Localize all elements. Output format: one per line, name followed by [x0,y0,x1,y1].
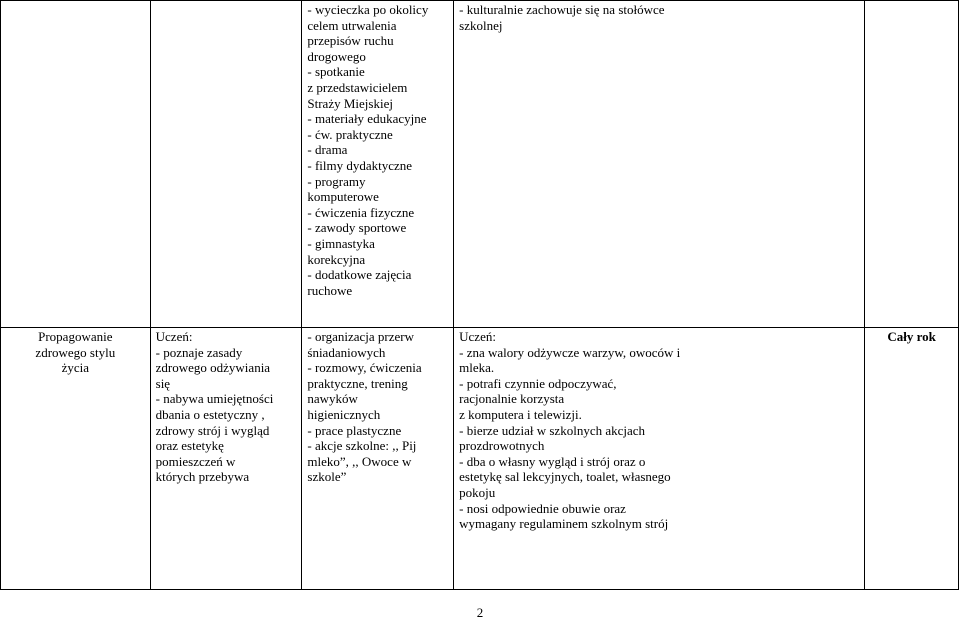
list-item: - ćw. praktyczne [307,126,393,142]
list-item: - programy [307,173,366,189]
list-item: zdrowy strój i wygląd [155,422,270,438]
list-item: - spotkanie [307,64,365,80]
list-item: - bierze udział w szkolnych akcjach [459,422,646,438]
list-item: - wycieczka po okolicy [307,2,429,17]
list-item: - zawody sportowe [307,220,407,236]
list-item: - kulturalnie zachowuje się na stołówce [459,2,665,17]
row2-goals-cell [150,328,302,590]
row2-topic-cell [1,328,151,590]
list-item: szkolnej [459,17,503,33]
list-item: - potrafi czynnie odpoczywać, [459,375,617,391]
list-item: z przedstawicielem [307,79,408,95]
list-item: - organizacja przerw [307,329,414,344]
topic-line: Propagowanie [38,329,113,344]
list-item: praktyczne, trening [307,375,408,391]
table-row [1,1,959,328]
list-item: - dba o własny wygląd i strój oraz o [459,453,646,469]
row1-goals-cell [150,1,302,328]
list-item: nawyków [307,391,358,407]
list-item: - drama [307,142,348,158]
list-item: pomieszczeń w [155,453,236,469]
list-item: - filmy dydaktyczne [307,157,413,173]
row1-topic-cell [1,1,151,328]
list-item: wymagany regulaminem szkolnym strój [459,516,669,532]
list-item: mleka. [459,360,495,376]
row1-term-cell [865,1,959,328]
list-item: których przebywa [155,469,250,485]
list-item: - materiały edukacyjne [307,111,427,127]
list-item: się [155,375,171,391]
list-item: mleko”, ,, Owoce w [307,453,412,469]
list-item: Uczeń: [155,329,193,344]
list-item: oraz estetykę [155,438,224,454]
list-item: śniadaniowych [307,344,386,360]
list-item: - nosi odpowiednie obuwie oraz [459,500,626,516]
page-number: 2 [476,605,484,620]
list-item: zdrowego odżywiania [155,360,271,376]
term-label: Cały rok [887,329,936,344]
list-item: - rozmowy, ćwiczenia [307,360,422,376]
row2-methods-cell [302,328,454,590]
list-item: korekcyjna [307,251,366,267]
list-item: z komputera i telewizji. [459,406,582,422]
row2-term-cell [865,328,959,590]
list-item: komputerowe [307,189,379,205]
list-item: dbania o estetyczny , [155,406,265,422]
list-item: racjonalnie korzysta [459,391,565,407]
list-item: - gimnastyka [307,235,375,251]
list-item: - akcje szkolne: ,, Pij [307,438,417,454]
list-item: - prace plastyczne [307,422,402,438]
topic-line: zdrowego stylu [35,344,116,360]
list-item: - nabywa umiejętności [155,391,274,407]
list-item: celem utrwalenia [307,17,397,33]
row2-outcomes-cell [454,328,865,590]
list-item: ruchowe [307,282,353,298]
list-item: - ćwiczenia fizyczne [307,204,415,220]
list-item: przepisów ruchu [307,33,394,49]
list-item: higienicznych [307,406,381,422]
list-item: estetykę sal lekcyjnych, toalet, własnego [459,469,671,485]
row1-methods-cell [302,1,454,328]
list-item: - dodatkowe zajęcia [307,267,412,283]
table-row [1,328,959,590]
list-item: - zna walory odżywcze warzyw, owoców i [459,344,681,360]
list-item: Uczeń: [459,329,496,344]
list-item: pokoju [459,484,496,500]
row1-outcomes-cell [454,1,865,328]
list-item: drogowego [307,48,366,64]
list-item: - poznaje zasady [155,344,243,360]
list-item: Straży Miejskiej [307,95,393,111]
topic-line: życia [61,360,90,376]
list-item: prozdrowotnych [459,438,545,454]
list-item: szkole” [307,469,347,485]
